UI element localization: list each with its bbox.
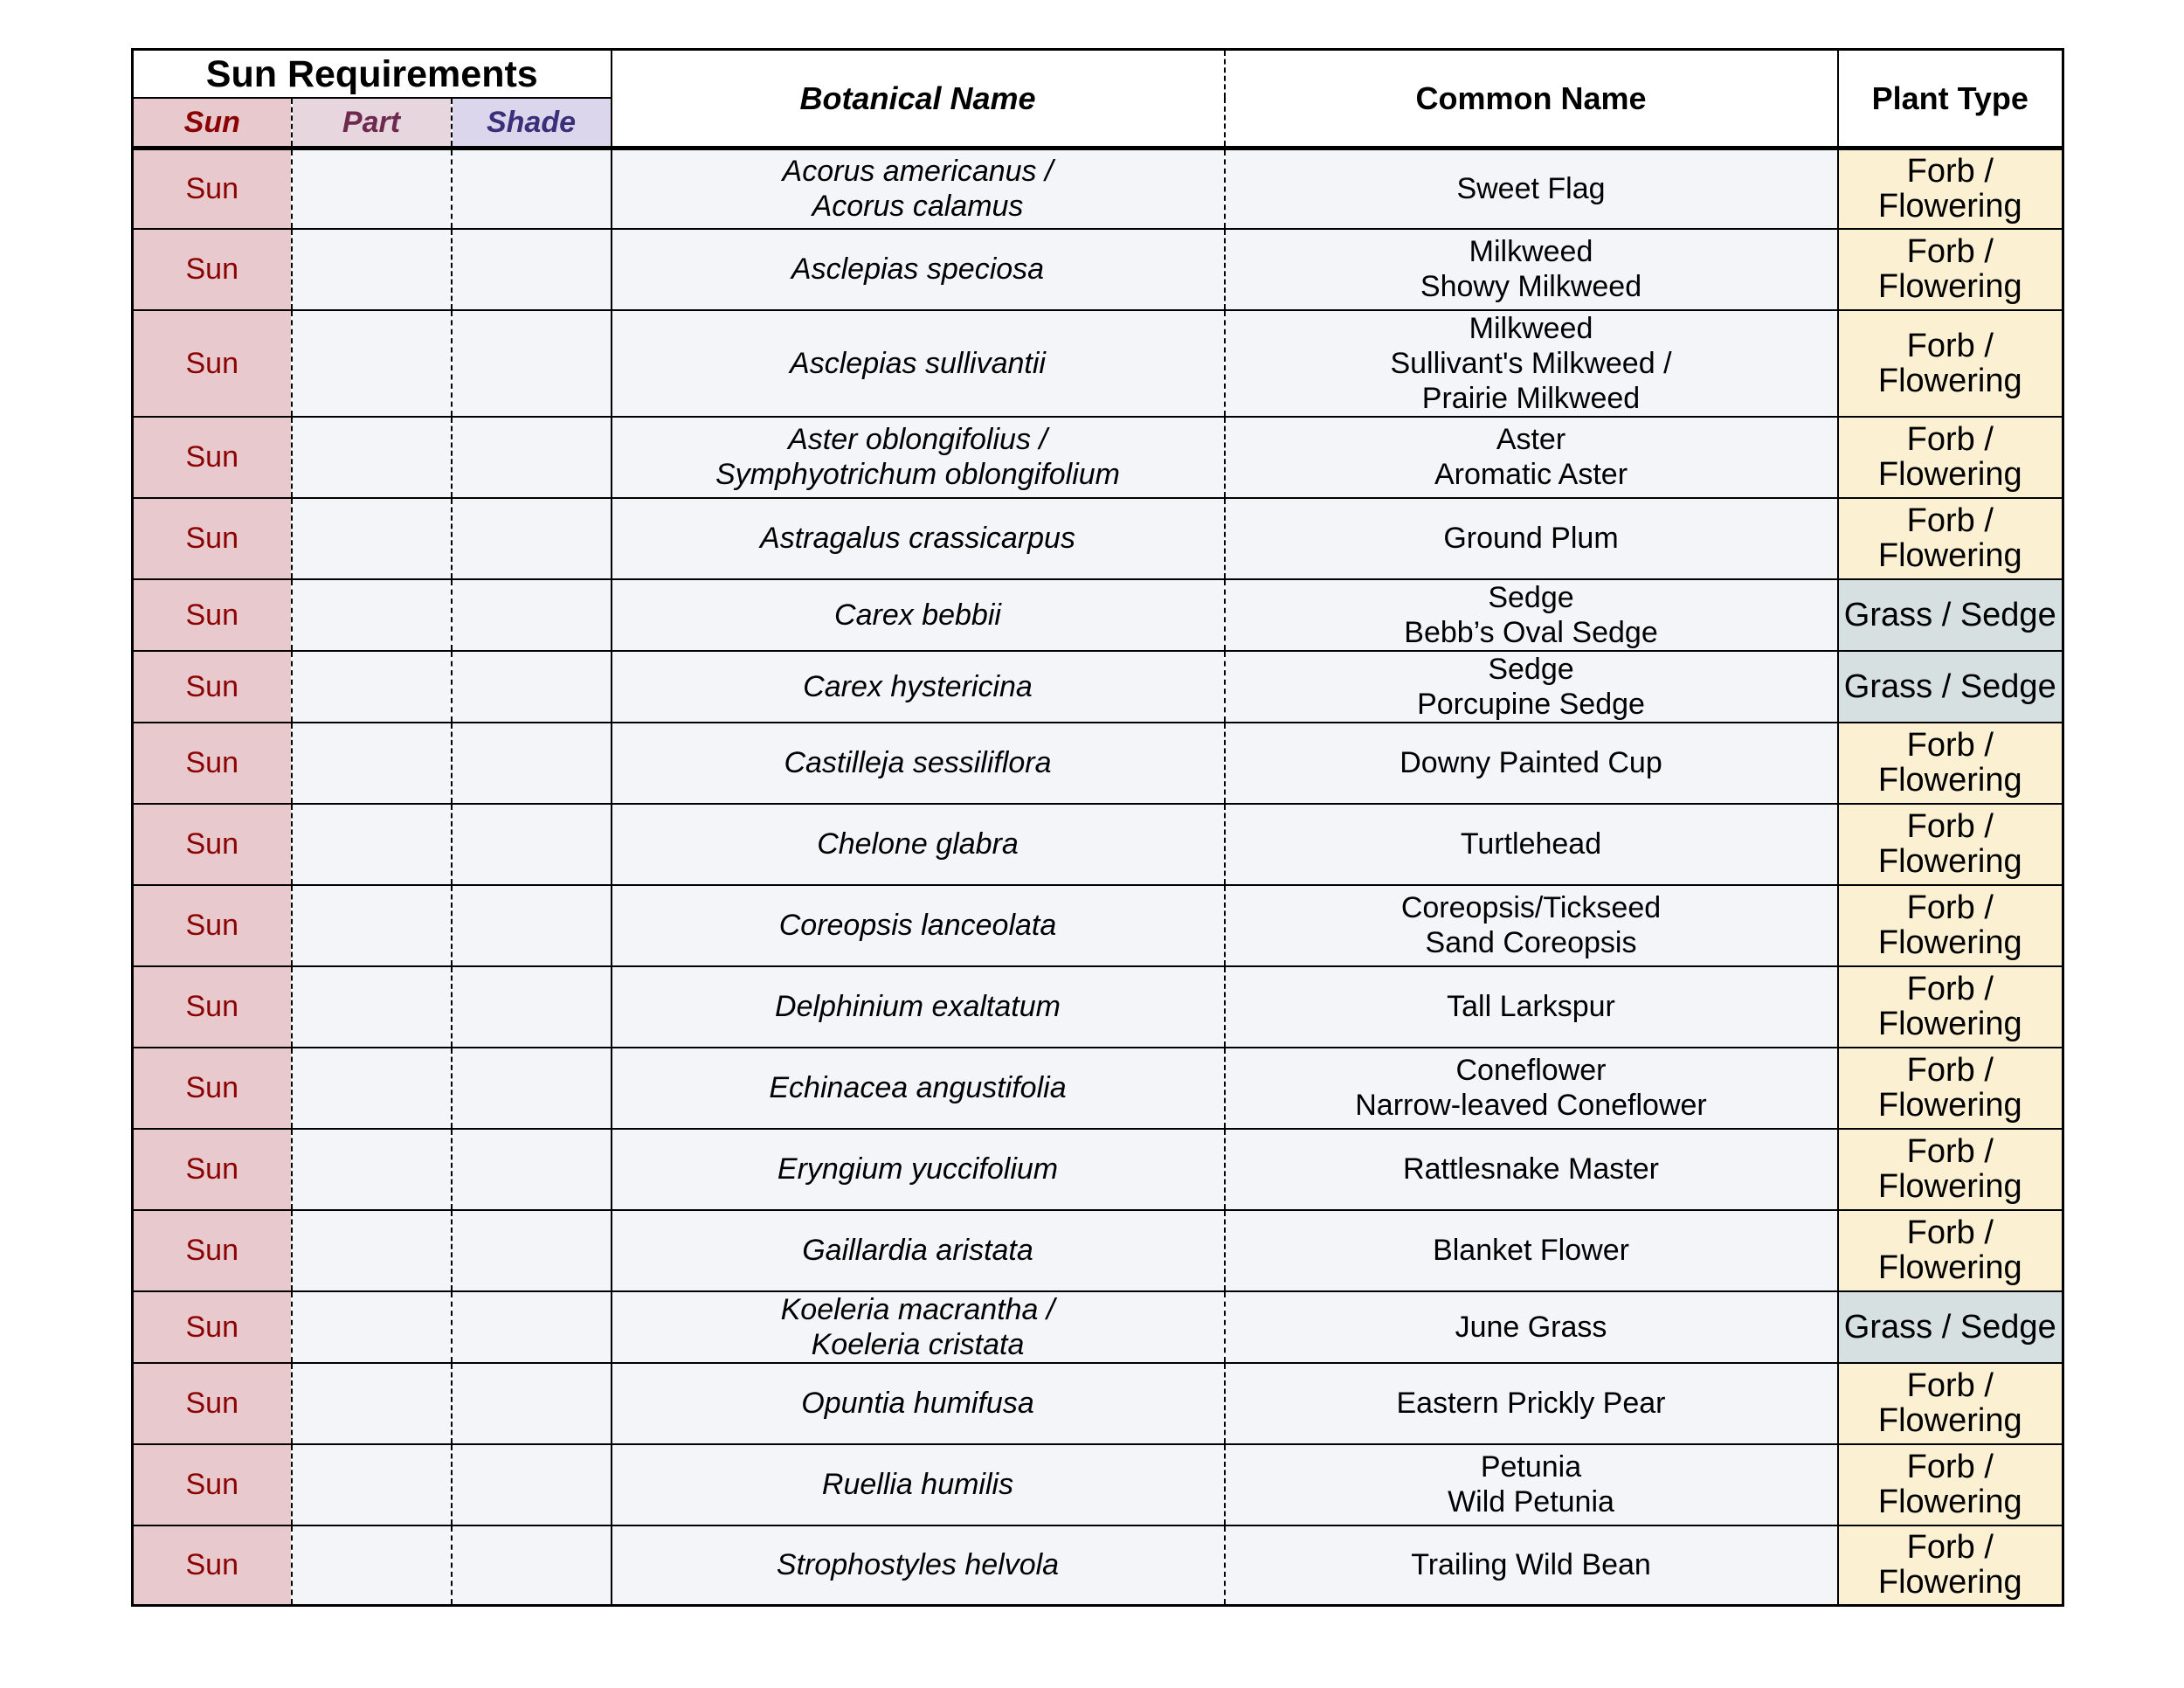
botanical-name-cell-line: Gaillardia aristata [802,1234,1033,1267]
common-name-cell [1225,417,1838,498]
common-name-cell [1225,1048,1838,1129]
common-name-cell-line: Sedge [1488,580,1574,614]
part-cell [292,723,452,804]
common-name-cell [1225,498,1838,579]
common-name-cell-line: June Grass [1455,1310,1607,1344]
common-name-cell [1225,723,1838,804]
botanical-name-cell-line: Coreopsis lanceolata [778,909,1057,942]
botanical-name-cell-line: Acorus calamus [812,190,1024,224]
part-cell [292,1525,452,1606]
plant-type-cell-line: Forb / [1906,889,1994,926]
botanical-name-cell-line: Ruellia humilis [821,1468,1014,1501]
common-name-cell-line: Prairie Milkweed [1421,381,1641,415]
table-row [133,885,2063,966]
plant-type-cell-line: Flowering [1877,537,2022,574]
common-name-cell-line: Blanket Flower [1433,1234,1629,1267]
botanical-name-cell-line: Astragalus crassicarpus [760,522,1075,555]
shade-cell [452,723,612,804]
common-name-cell-line: Ground Plum [1443,522,1619,555]
table-row [133,966,2063,1048]
plant-type-cell-line: Forb / [1906,1449,1994,1485]
botanical-name-cell [612,149,1225,229]
plant-type-cell-line: Flowering [1877,1249,2022,1286]
part-cell [292,310,452,417]
plant-type-cell [1838,1444,2063,1525]
plant-type-cell-line: Forb / [1906,1367,1994,1404]
plant-type-cell-line: Flowering [1877,1484,2022,1520]
sun-cell: Sun [133,310,292,417]
common-name-cell [1225,885,1838,966]
part-header: Part [292,98,452,149]
plant-table [131,48,2064,1607]
botanical-name-cell-line: Eryngium yuccifolium [777,1152,1059,1186]
botanical-name-cell [612,885,1225,966]
plant-type-cell-line: Flowering [1877,762,2022,799]
shade-cell [452,651,612,723]
common-name-cell-line: Porcupine Sedge [1417,687,1645,721]
table-row [133,804,2063,885]
botanical-name-cell-line: Opuntia humifusa [801,1387,1034,1420]
botanical-name-cell [612,1444,1225,1525]
plant-type-cell-line: Forb / [1906,1214,1994,1251]
common-name-cell-line: Aromatic Aster [1434,458,1628,491]
plant-type-header: Plant Type [1838,50,2063,149]
sun-cell: Sun [133,651,292,723]
plant-type-cell-line: Flowering [1877,1402,2022,1439]
botanical-name-cell [612,417,1225,498]
shade-cell [452,498,612,579]
common-name-cell-line: Milkweed [1469,311,1593,345]
plant-type-cell-line: Flowering [1877,362,2022,399]
sun-cell: Sun [133,229,292,310]
table-row [133,1444,2063,1525]
table-row [133,723,2063,804]
plant-type-cell [1838,651,2063,723]
sun-cell: Sun [133,966,292,1048]
shade-cell [452,149,612,229]
table-row [133,417,2063,498]
botanical-name-cell [612,804,1225,885]
sun-cell: Sun [133,498,292,579]
sun-cell: Sun [133,417,292,498]
part-cell [292,498,452,579]
part-cell [292,1048,452,1129]
common-name-cell-line: Bebb’s Oval Sedge [1404,615,1658,649]
shade-cell [452,1363,612,1444]
sun-cell: Sun [133,1210,292,1291]
table-row [133,498,2063,579]
part-cell [292,1210,452,1291]
botanical-name-cell [612,966,1225,1048]
plant-type-cell-line: Flowering [1877,1168,2022,1205]
plant-type-cell-line: Forb / [1906,327,1994,364]
botanical-name-cell [612,1129,1225,1210]
plant-type-cell-line: Flowering [1877,268,2022,305]
common-name-cell [1225,804,1838,885]
shade-cell [452,229,612,310]
plant-type-cell-line: Forb / [1906,153,1994,190]
shade-cell [452,804,612,885]
part-cell [292,1291,452,1363]
common-name-cell-line: Tall Larkspur [1447,990,1615,1023]
plant-type-cell-line: Forb / [1906,1529,1994,1567]
common-name-cell-line: Eastern Prickly Pear [1396,1387,1666,1420]
plant-type-cell [1838,966,2063,1048]
part-cell [292,149,452,229]
part-cell [292,1363,452,1444]
botanical-name-cell-line: Strophostyles helvola [776,1548,1060,1582]
common-name-cell-line: Showy Milkweed [1420,270,1642,303]
plant-type-cell-line: Forb / [1906,233,1994,270]
botanical-name-cell-line: Echinacea angustifolia [769,1071,1067,1104]
sun-requirements-header: Sun Requirements [133,50,612,99]
plant-type-cell [1838,579,2063,651]
common-name-cell-line: Sand Coreopsis [1425,926,1637,959]
plant-type-cell-line: Flowering [1877,1087,2022,1124]
botanical-name-cell [612,1363,1225,1444]
common-name-cell-line: Coneflower [1455,1054,1607,1087]
shade-header: Shade [452,98,612,149]
sun-cell: Sun [133,1525,292,1606]
common-name-cell [1225,1363,1838,1444]
common-name-header: Common Name [1225,50,1838,149]
plant-type-cell [1838,1525,2063,1606]
part-cell [292,579,452,651]
shade-cell [452,1525,612,1606]
table-row [133,1129,2063,1210]
part-cell [292,1444,452,1525]
shade-cell [452,1210,612,1291]
botanical-name-cell-line: Carex bebbii [834,598,1001,632]
common-name-cell [1225,310,1838,417]
shade-cell [452,579,612,651]
part-cell [292,417,452,498]
plant-type-cell [1838,1048,2063,1129]
plant-type-cell [1838,1363,2063,1444]
common-name-cell-line: Coreopsis/Tickseed [1400,891,1662,924]
botanical-name-cell [612,723,1225,804]
botanical-name-cell-line: Carex hystericina [803,669,1033,703]
common-name-cell [1225,149,1838,229]
sun-cell: Sun [133,804,292,885]
table-row [133,1363,2063,1444]
plant-type-cell-line: Grass / Sedge [1843,596,2056,633]
part-cell [292,885,452,966]
common-name-cell-line: Narrow-leaved Coneflower [1355,1089,1707,1122]
botanical-name-cell [612,1291,1225,1363]
sun-cell: Sun [133,885,292,966]
plant-type-cell-line: Forb / [1906,971,1994,1007]
common-name-cell-line: Sweet Flag [1456,172,1606,206]
plant-type-cell-line: Flowering [1877,843,2022,880]
common-name-cell [1225,1291,1838,1363]
common-name-cell-line: Milkweed [1469,235,1593,268]
sun-cell: Sun [133,1363,292,1444]
shade-cell [452,885,612,966]
table-row [133,149,2063,229]
table-row [133,1210,2063,1291]
common-name-cell [1225,1129,1838,1210]
common-name-cell [1225,1444,1838,1525]
botanical-name-cell [612,651,1225,723]
botanical-name-cell-line: Chelone glabra [817,827,1019,861]
botanical-name-cell-line: Castilleja sessiliflora [784,746,1052,779]
common-name-cell-line: Trailing Wild Bean [1411,1548,1651,1582]
common-name-cell [1225,966,1838,1048]
plant-type-cell [1838,885,2063,966]
plant-type-cell [1838,310,2063,417]
plant-type-cell-line: Flowering [1877,456,2022,493]
plant-type-cell-line: Flowering [1877,1564,2022,1602]
botanical-name-cell [612,1048,1225,1129]
shade-cell [452,310,612,417]
plant-type-cell [1838,149,2063,229]
plant-type-cell [1838,498,2063,579]
botanical-name-cell [612,229,1225,310]
plant-type-cell-line: Flowering [1877,188,2022,225]
plant-type-cell [1838,804,2063,885]
plant-type-cell [1838,723,2063,804]
botanical-name-cell-line: Symphyotrichum oblongifolium [715,458,1120,491]
common-name-cell-line: Aster [1496,423,1566,456]
common-name-cell-line: Petunia [1480,1450,1582,1484]
sun-cell: Sun [133,149,292,229]
plant-type-cell [1838,1129,2063,1210]
part-cell [292,651,452,723]
botanical-name-cell-line: Acorus americanus / [782,155,1054,189]
botanical-name-cell [612,1525,1225,1606]
table-row [133,229,2063,310]
table-row [133,1525,2063,1606]
sun-cell: Sun [133,1048,292,1129]
common-name-cell [1225,229,1838,310]
sun-cell: Sun [133,1129,292,1210]
plant-type-cell-line: Forb / [1906,502,1994,539]
botanical-name-cell [612,1210,1225,1291]
botanical-name-cell-line: Koeleria macrantha / [780,1292,1055,1326]
common-name-cell-line: Sullivant's Milkweed / [1390,346,1672,380]
common-name-cell-line: Turtlehead [1460,827,1602,861]
part-cell [292,1129,452,1210]
common-name-cell [1225,579,1838,651]
sun-cell: Sun [133,723,292,804]
plant-type-cell [1838,229,2063,310]
botanical-name-cell [612,579,1225,651]
sun-cell: Sun [133,1291,292,1363]
botanical-name-cell-line: Asclepias speciosa [791,253,1045,286]
plant-type-cell-line: Forb / [1906,1052,1994,1089]
plant-type-cell-line: Flowering [1877,924,2022,961]
plant-type-cell-line: Flowering [1877,1006,2022,1042]
table-row [133,651,2063,723]
plant-type-cell [1838,1291,2063,1363]
sun-cell: Sun [133,1444,292,1525]
shade-cell [452,417,612,498]
shade-cell [452,1129,612,1210]
common-name-cell [1225,1525,1838,1606]
table-row [133,1291,2063,1363]
part-cell [292,966,452,1048]
part-cell [292,229,452,310]
table-row [133,310,2063,417]
plant-type-cell-line: Forb / [1906,421,1994,458]
shade-cell [452,1444,612,1525]
plant-type-cell [1838,417,2063,498]
botanical-name-cell-line: Koeleria cristata [811,1327,1025,1361]
common-name-cell-line: Downy Painted Cup [1400,746,1662,779]
common-name-cell-line: Sedge [1488,652,1574,686]
plant-type-cell-line: Grass / Sedge [1843,668,2056,705]
botanical-name-cell-line: Delphinium exaltatum [775,990,1061,1023]
shade-cell [452,1048,612,1129]
common-name-cell [1225,651,1838,723]
part-cell [292,804,452,885]
plant-type-cell-line: Grass / Sedge [1843,1308,2056,1346]
table-body [133,149,2063,1606]
botanical-name-cell-line: Asclepias sullivantii [790,346,1046,380]
shade-cell [452,1291,612,1363]
plant-type-cell-line: Forb / [1906,727,1994,764]
table-row [133,1048,2063,1129]
table-row [133,579,2063,651]
botanical-name-cell [612,498,1225,579]
sun-cell: Sun [133,579,292,651]
botanical-name-cell-line: Aster oblongifolius / [788,423,1047,456]
plant-type-cell-line: Forb / [1906,1133,1994,1170]
common-name-cell-line: Wild Petunia [1448,1485,1614,1519]
common-name-cell-line: Rattlesnake Master [1403,1152,1659,1186]
common-name-cell [1225,1210,1838,1291]
botanical-name-header: Botanical Name [612,50,1225,149]
shade-cell [452,966,612,1048]
plant-type-cell-line: Forb / [1906,808,1994,845]
sun-header: Sun [133,98,292,149]
plant-type-cell [1838,1210,2063,1291]
botanical-name-cell [612,310,1225,417]
